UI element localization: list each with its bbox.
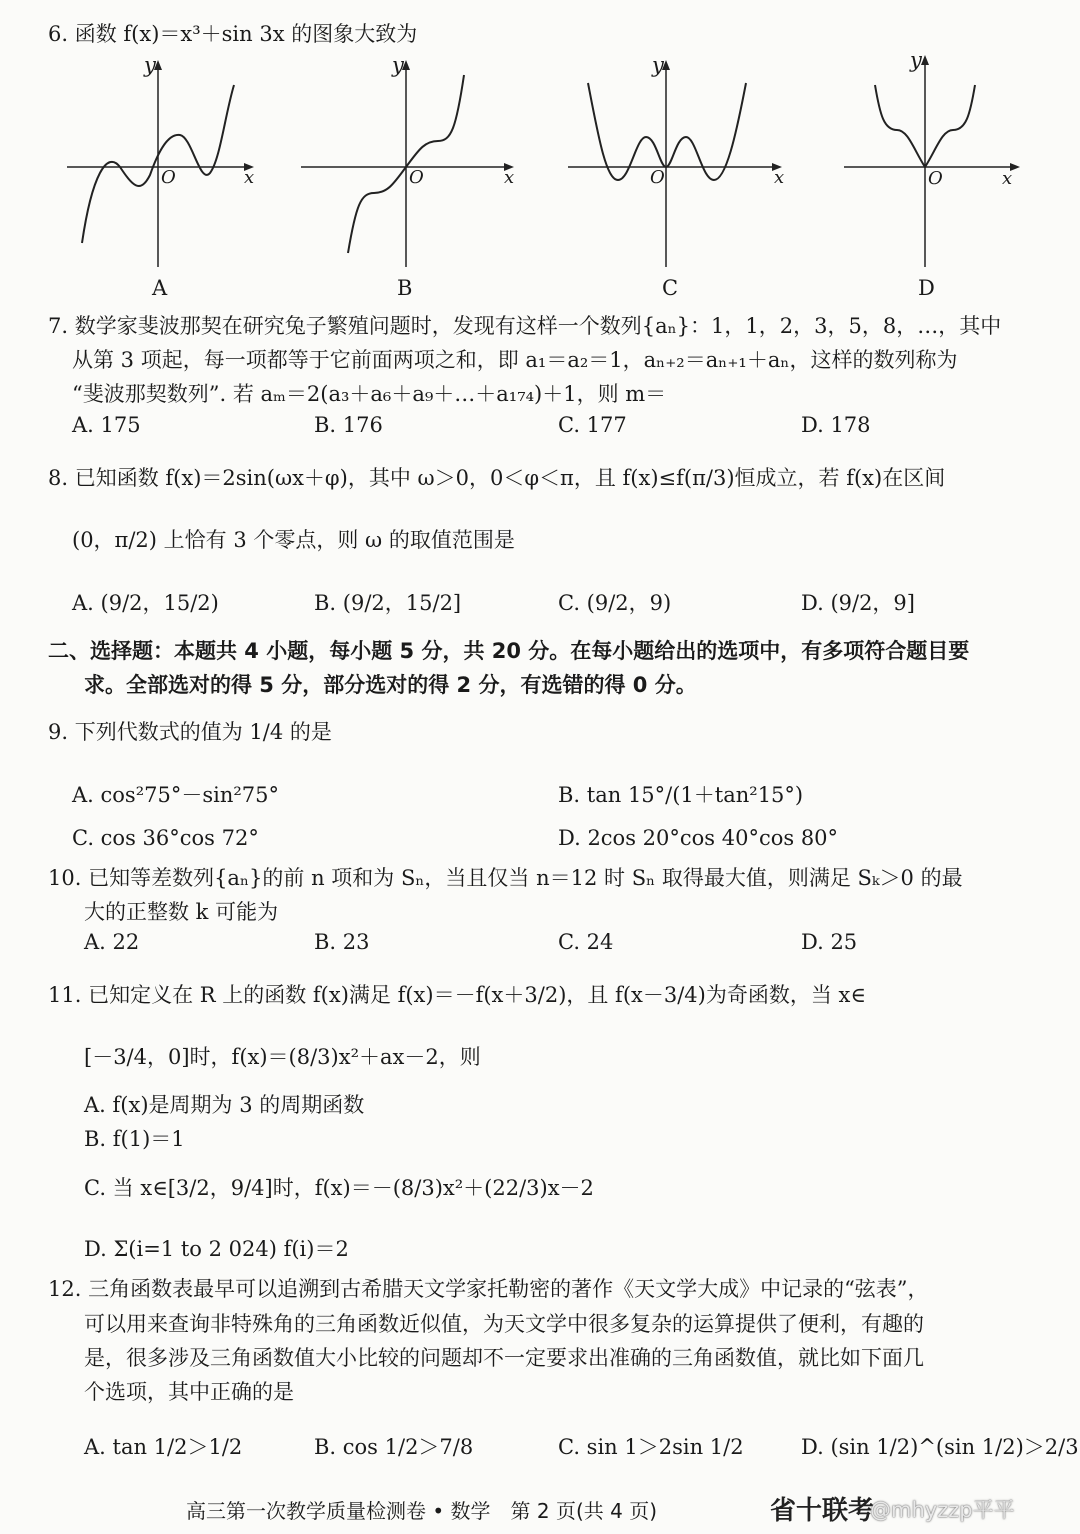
watermark: @mhyzzp平平 [870, 1498, 1015, 1522]
q12-line3: 是，很多涉及三角函数值大小比较的问题却不一定要求出准确的三角函数值，就比如下面几 [84, 1346, 924, 1370]
q7-line3: “斐波那契数列”. 若 aₘ＝2(a₃＋a₆＋a₉＋…＋a₁₇₄)＋1，则 m＝ [72, 382, 667, 406]
graph-b-x-label: x [504, 167, 515, 188]
q7-option-a: A. 175 [72, 413, 141, 437]
q11-line1: 11. 已知定义在 R 上的函数 f(x)满足 f(x)＝－f(x＋3/2)，且 f(x－3/4)为奇函数，当 x∈ [48, 983, 866, 1007]
graph-b-y-label: y [392, 53, 404, 77]
graph-c-x-label: x [774, 167, 785, 188]
graph-b-label: B [397, 276, 413, 300]
page-footer: 高三第一次教学质量检测卷 • 数学 第 2 页(共 4 页) [186, 1499, 657, 1523]
q10-option-d: D. 25 [801, 930, 858, 954]
q9-option-b: B. tan 15°/(1＋tan²15°) [558, 783, 804, 807]
q7-option-b: B. 176 [314, 413, 383, 437]
q8-option-c: C. (9/2，9) [558, 591, 672, 615]
graph-b [296, 55, 521, 270]
graph-c-y-label: y [652, 53, 664, 77]
q10-line2: 大的正整数 k 可能为 [84, 900, 279, 924]
q9-stem: 9. 下列代数式的值为 1/4 的是 [48, 720, 332, 744]
q10-line1: 10. 已知等差数列{aₙ}的前 n 项和为 Sₙ，当且仅当 n＝12 时 Sₙ 取得最大值，则满足 Sₖ＞0 的最 [48, 866, 963, 890]
q6-stem: 6. 函数 f(x)＝x³＋sin 3x 的图象大致为 [48, 22, 418, 46]
graph-d-x-label: x [1002, 168, 1013, 189]
graph-a-origin: O [161, 167, 176, 188]
q10-option-a: A. 22 [84, 930, 140, 954]
graph-d-origin: O [928, 168, 943, 189]
q12-line1: 12. 三角函数表最早可以追溯到古希腊天文学家托勒密的著作《天文学大成》中记录的“弦表”， [48, 1277, 929, 1301]
q7-option-d: D. 178 [801, 413, 871, 437]
q11-line2: [－3/4，0]时，f(x)＝(8/3)x²＋ax－2，则 [84, 1045, 481, 1069]
section2-heading-cont: 求。全部选对的得 5 分，部分选对的得 2 分，有选错的得 0 分。 [84, 673, 697, 697]
q8-option-a: A. (9/2，15/2) [72, 591, 219, 615]
stamp-logo: 省十联考 [770, 1496, 875, 1526]
q12-option-b: B. cos 1/2＞7/8 [314, 1435, 474, 1459]
q11-option-b: B. f(1)＝1 [84, 1127, 185, 1151]
q12-option-a: A. tan 1/2＞1/2 [84, 1435, 243, 1459]
graph-b-origin: O [409, 167, 424, 188]
graph-c-label: C [662, 276, 679, 300]
section2-heading: 二、选择题：本题共 4 小题，每小题 5 分，共 20 分。在每小题给出的选项中，有多项符合题目要 [48, 639, 970, 663]
graph-d [842, 50, 1027, 270]
q9-option-d: D. 2cos 20°cos 40°cos 80° [558, 826, 839, 850]
graph-a-y-label: y [144, 53, 156, 77]
q10-option-c: C. 24 [558, 930, 614, 954]
q7-line1: 7. 数学家斐波那契在研究兔子繁殖问题时，发现有这样一个数列{aₙ}：1，1，2，3，5，8，…，其中 [48, 314, 1002, 338]
q12-line2: 可以用来查询非特殊角的三角函数近似值，为天文学中很多复杂的运算提供了便利，有趣的 [84, 1312, 924, 1336]
q8-option-b: B. (9/2，15/2] [314, 591, 462, 615]
q8-option-d: D. (9/2，9] [801, 591, 915, 615]
graph-d-y-label: y [910, 48, 922, 72]
graph-d-label: D [918, 276, 935, 300]
q9-option-c: C. cos 36°cos 72° [72, 826, 259, 850]
q11-option-d: D. Σ(i=1 to 2 024) f(i)＝2 [84, 1237, 349, 1261]
q7-option-c: C. 177 [558, 413, 627, 437]
q8-line1: 8. 已知函数 f(x)＝2sin(ωx＋φ)，其中 ω＞0，0＜φ＜π，且 f(x)≤f(π/3)恒成立，若 f(x)在区间 [48, 466, 946, 490]
q12-option-c: C. sin 1＞2sin 1/2 [558, 1435, 744, 1459]
graph-a-x-label: x [244, 167, 255, 188]
q8-line2: (0，π/2) 上恰有 3 个零点，则 ω 的取值范围是 [72, 528, 515, 552]
q11-option-c: C. 当 x∈[3/2，9/4]时，f(x)＝－(8/3)x²＋(22/3)x－2 [84, 1176, 594, 1200]
q9-option-a: A. cos²75°－sin²75° [72, 783, 279, 807]
q12-line4: 个选项，其中正确的是 [84, 1380, 294, 1404]
q7-line2: 从第 3 项起，每一项都等于它前面两项之和，即 a₁＝a₂＝1，aₙ₊₂＝aₙ₊₁＋aₙ，这样的数列称为 [72, 348, 958, 372]
graph-c-origin: O [650, 167, 665, 188]
graph-a [62, 55, 262, 270]
q11-option-a: A. f(x)是周期为 3 的周期函数 [84, 1093, 365, 1117]
q10-option-b: B. 23 [314, 930, 370, 954]
graph-c [566, 55, 791, 270]
graph-a-label: A [152, 276, 168, 300]
q12-option-d: D. (sin 1/2)^(sin 1/2)＞2/3 [801, 1435, 1079, 1459]
